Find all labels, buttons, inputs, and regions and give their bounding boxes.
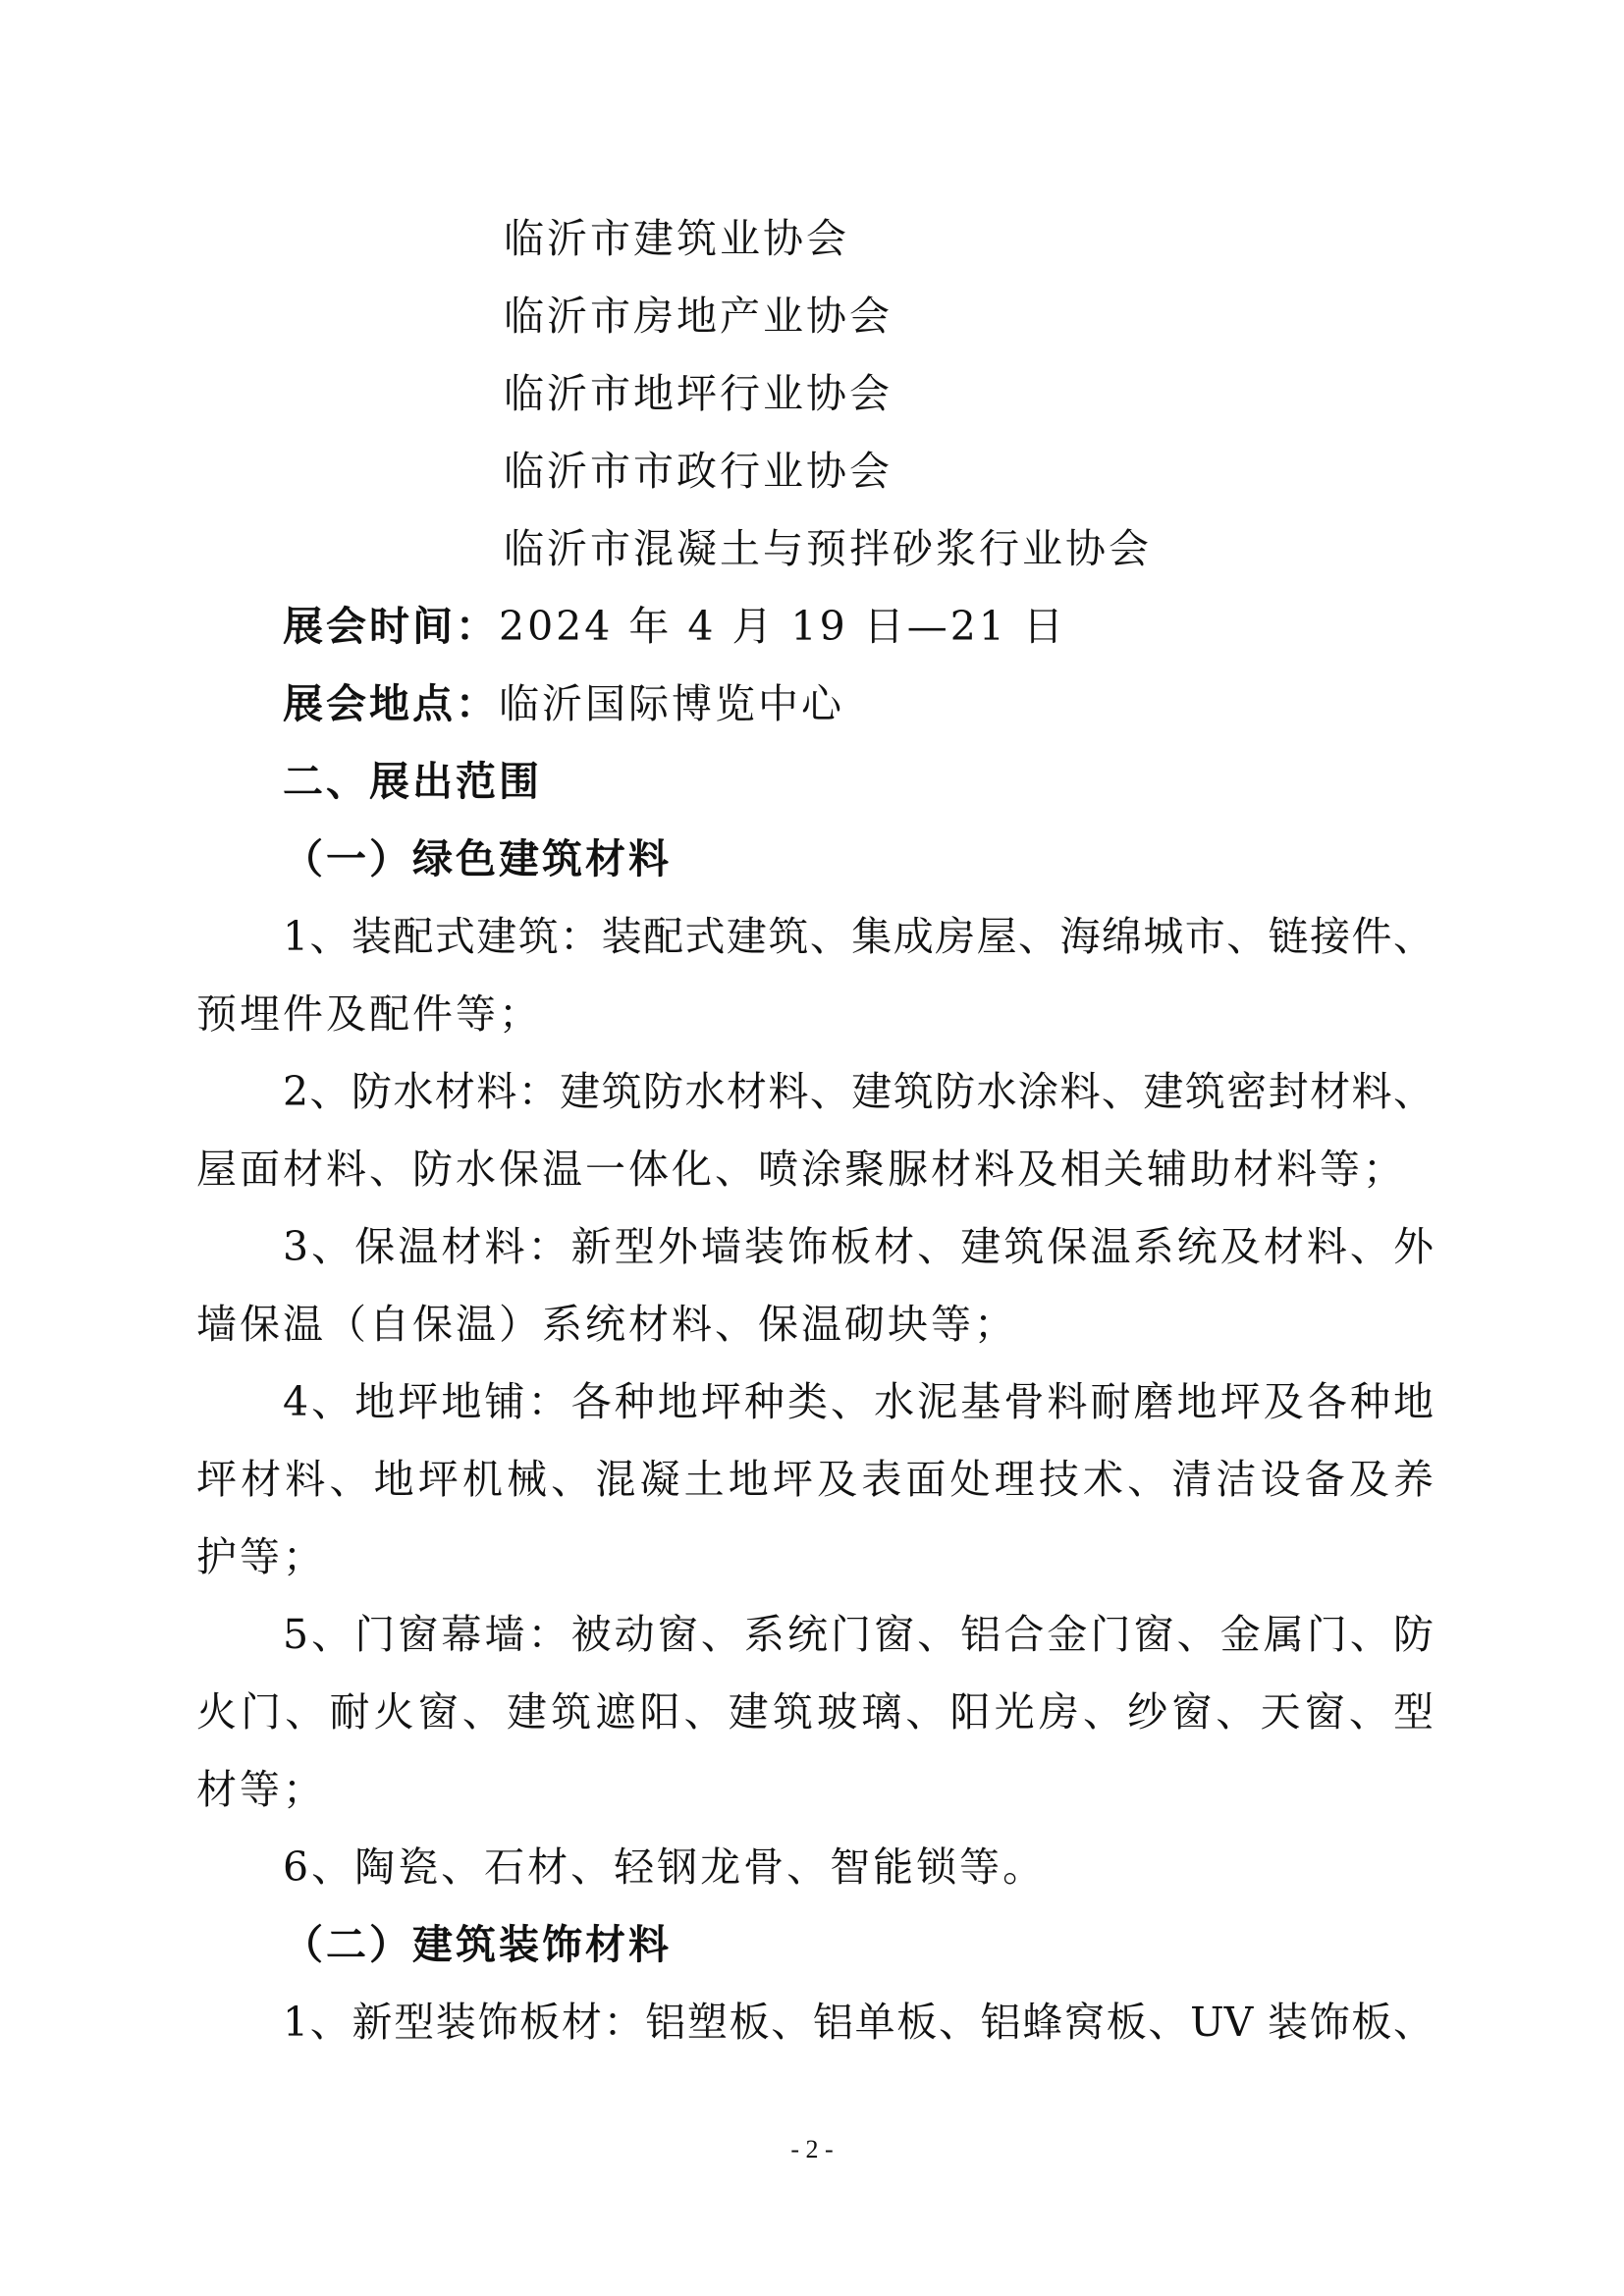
organizer-3: 临沂市地坪行业协会 [504, 370, 893, 417]
item-2-1-line-1: 1、新型装饰板材：铝塑板、铝单板、铝蜂窝板、UV 装饰板、 [283, 1999, 1434, 2046]
exhibition-time-value: 2024 年 4 月 19 日—21 日 [499, 603, 1066, 650]
exhibition-place-value: 临沂国际博览中心 [499, 680, 844, 727]
item-4-line-2: 坪材料、地坪机械、混凝土地坪及表面处理技术、清洁设备及养 [196, 1456, 1434, 1503]
exhibition-time-label: 展会时间： [283, 603, 499, 650]
item-3-line-2: 墙保温（自保温）系统材料、保温砌块等； [196, 1301, 1017, 1348]
page-number: - 2 - [790, 2135, 834, 2163]
item-4-line-3: 护等； [196, 1533, 326, 1580]
organizer-4: 临沂市市政行业协会 [504, 448, 893, 495]
item-2-line-1: 2、防水材料：建筑防水材料、建筑防水涂料、建筑密封材料、 [283, 1068, 1434, 1115]
item-4-line-1: 4、地坪地铺：各种地坪种类、水泥基骨料耐磨地坪及各种地 [283, 1378, 1434, 1425]
item-2-line-2: 屋面材料、防水保温一体化、喷涂聚脲材料及相关辅助材料等； [196, 1146, 1406, 1193]
item-1-line-2: 预埋件及配件等； [196, 990, 542, 1038]
item-6-line-1: 6、陶瓷、石材、轻钢龙骨、智能锁等。 [283, 1843, 1047, 1891]
exhibition-place-row [283, 674, 844, 733]
item-1-line-1: 1、装配式建筑：装配式建筑、集成房屋、海绵城市、链接件、 [283, 913, 1434, 960]
item-5-line-1: 5、门窗幕墙：被动窗、系统门窗、铝合金门窗、金属门、防 [283, 1611, 1434, 1658]
item-3-line-1: 3、保温材料：新型外墙装饰板材、建筑保温系统及材料、外 [283, 1223, 1434, 1270]
organizer-1: 临沂市建筑业协会 [504, 215, 849, 262]
section-heading-scope: 二、展出范围 [283, 758, 542, 805]
organizer-2: 临沂市房地产业协会 [504, 293, 893, 340]
exhibition-time-row [283, 597, 1066, 656]
exhibition-place-label: 展会地点： [283, 680, 499, 727]
organizer-5: 临沂市混凝土与预拌砂浆行业协会 [504, 525, 1152, 572]
subsection-heading-decoration-materials: （二）建筑装饰材料 [283, 1921, 672, 1968]
item-5-line-3: 材等； [196, 1766, 326, 1813]
subsection-heading-green-materials: （一）绿色建筑材料 [283, 835, 672, 882]
item-5-line-2: 火门、耐火窗、建筑遮阳、建筑玻璃、阳光房、纱窗、天窗、型 [196, 1688, 1434, 1735]
